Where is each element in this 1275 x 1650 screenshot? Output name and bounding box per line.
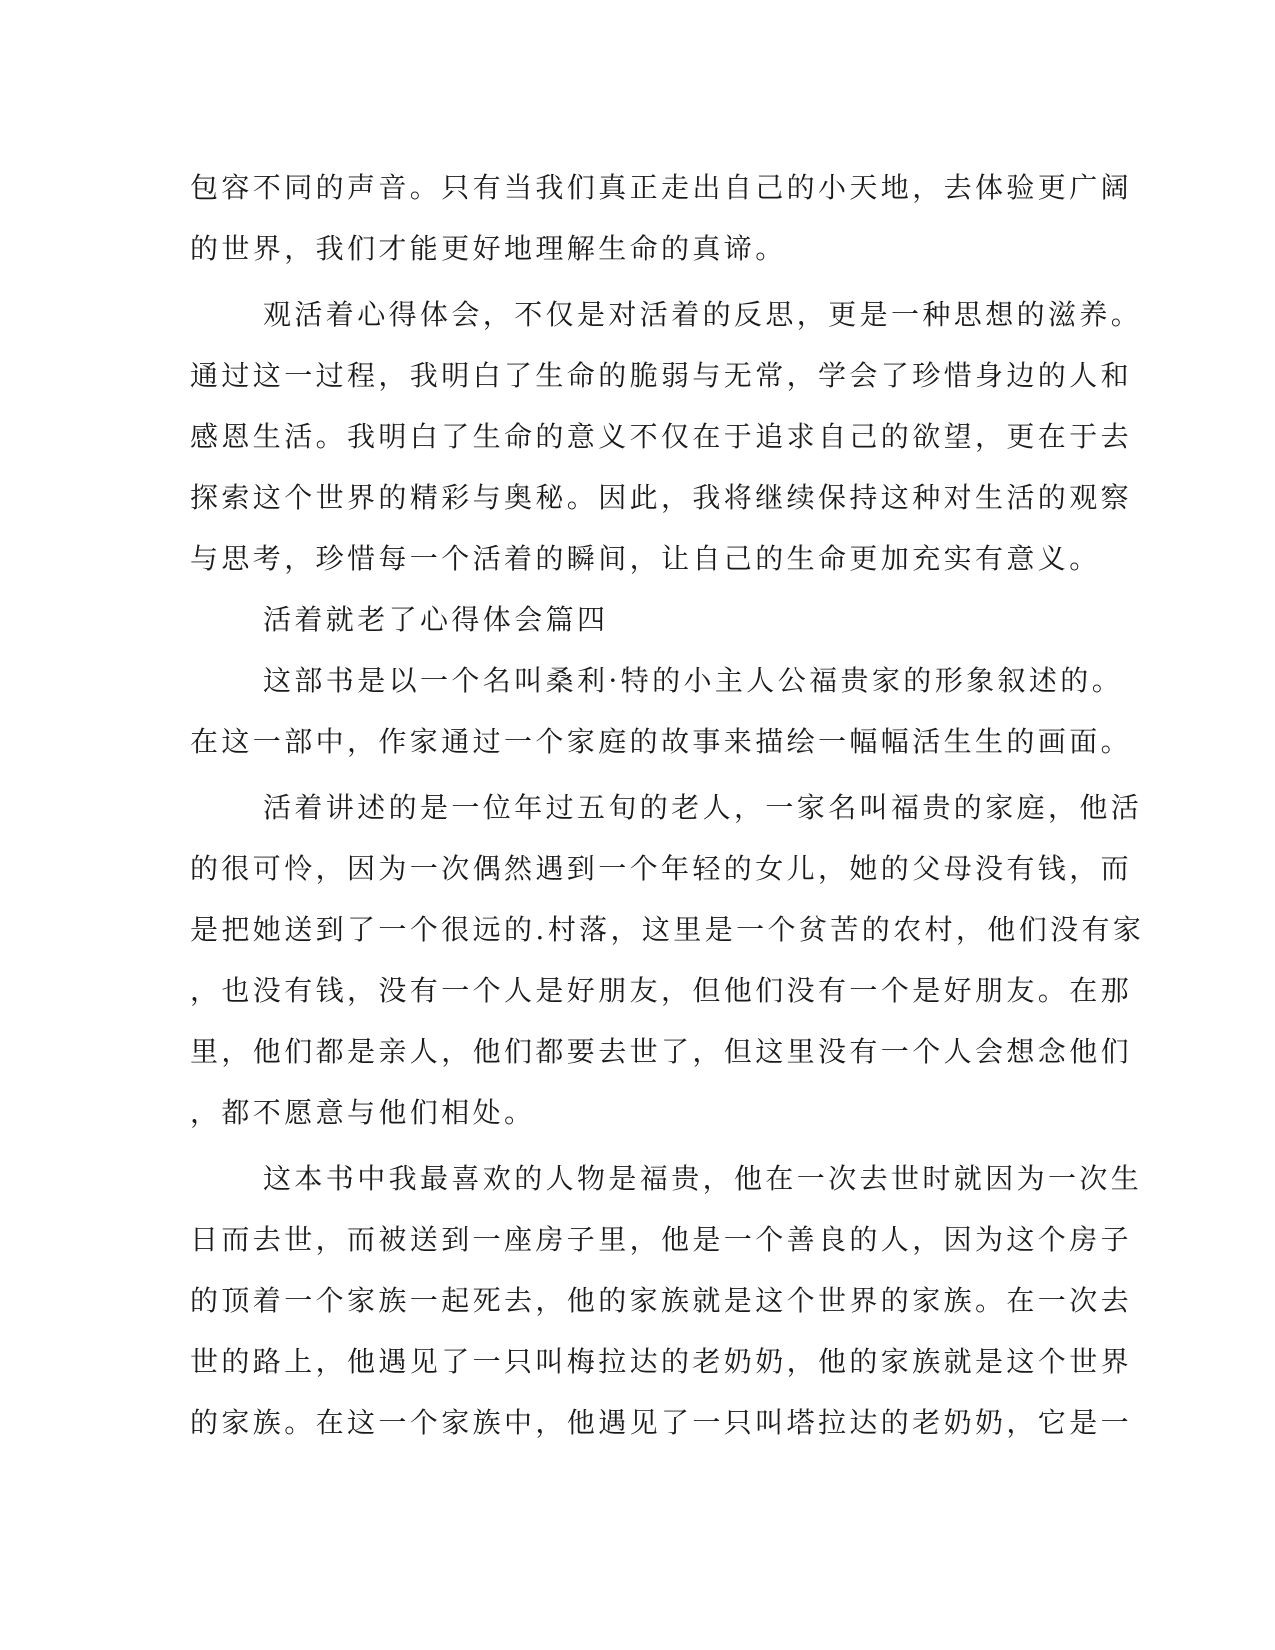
- document-page: [190, 157, 1145, 1453]
- paragraph-line: 这本书中我最喜欢的人物是福贵，他在一次去世时就因为一次生: [263, 1162, 1143, 1195]
- paragraph-line: 是把她送到了一个很远的.村落，这里是一个贫苦的农村，他们没有家: [190, 913, 1145, 946]
- paragraph-line: 包容不同的声音。只有当我们真正走出自己的小天地，去体验更广阔: [190, 171, 1133, 204]
- paragraph-line: 感恩生活。我明白了生命的意义不仅在于追求自己的欲望，更在于去: [190, 420, 1133, 453]
- paragraph-line: 的世界，我们才能更好地理解生命的真谛。: [190, 232, 787, 265]
- paragraph-line: 日而去世，而被送到一座房子里，他是一个善良的人，因为这个房子: [190, 1223, 1133, 1256]
- paragraph-line: 里，他们都是亲人，他们都要去世了，但这里没有一个人会想念他们: [190, 1035, 1133, 1068]
- paragraph-line: 的很可怜，因为一次偶然遇到一个年轻的女儿，她的父母没有钱，而: [190, 852, 1133, 885]
- paragraph-line: 这部书是以一个名叫桑利·特的小主人公福贵家的形象叙述的。: [263, 664, 1124, 697]
- paragraph-line: 活着讲述的是一位年过五旬的老人，一家名叫福贵的家庭，他活: [263, 791, 1143, 824]
- section-heading: 活着就老了心得体会篇四: [263, 603, 609, 636]
- paragraph-line: 的顶着一个家族一起死去，他的家族就是这个世界的家族。在一次去: [190, 1284, 1133, 1317]
- paragraph-line: ，都不愿意与他们相处。: [190, 1096, 536, 1129]
- paragraph-line: 探索这个世界的精彩与奥秘。因此，我将继续保持这种对生活的观察: [190, 481, 1133, 514]
- paragraph-line: ，也没有钱，没有一个人是好朋友，但他们没有一个是好朋友。在那: [190, 974, 1133, 1007]
- paragraph-line: 在这一部中，作家通过一个家庭的故事来描绘一幅幅活生生的画面。: [190, 725, 1133, 758]
- paragraph-line: 与思考，珍惜每一个活着的瞬间，让自己的生命更加充实有意义。: [190, 542, 1101, 575]
- paragraph-line: 观活着心得体会，不仅是对活着的反思，更是一种思想的滋养。: [263, 298, 1143, 331]
- paragraph-line: 世的路上，他遇见了一只叫梅拉达的老奶奶，他的家族就是这个世界: [190, 1345, 1133, 1378]
- paragraph-line: 的家族。在这一个家族中，他遇见了一只叫塔拉达的老奶奶，它是一: [190, 1406, 1133, 1439]
- paragraph-line: 通过这一过程，我明白了生命的脆弱与无常，学会了珍惜身边的人和: [190, 359, 1133, 392]
